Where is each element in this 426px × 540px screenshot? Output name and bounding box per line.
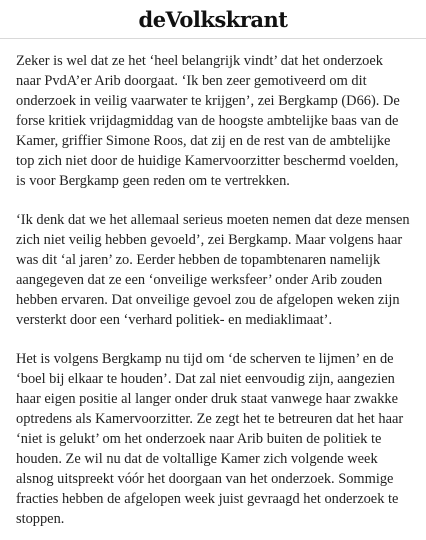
- article-paragraph-1: Zeker is wel dat ze het ‘heel belangrijk vindt’ dat het onderzoek naar PvdA’er Arib doorgaat. ‘Ik ben zeer gemotiveerd om dit onderzoek in veilig vaarwater te krijgen’, zei Bergkamp (D66). De forse kritiek vrijdagmiddag van de hoogste ambtelijke baas van de Kamer, griffier Simone Roos, dat zij en de rest van de ambtelijke top zich niet door de huidige Kamervoorzitter beschermd voelden, is voor Bergkamp geen reden om te vertrekken.: [16, 53, 400, 189]
- article-body: [0, 39, 426, 529]
- article-paragraph-2: ‘Ik denk dat we het allemaal serieus moeten nemen dat deze mensen zich niet veilig hebben gevoeld’, zei Bergkamp. Maar volgens haar was dit ‘al jaren’ zo. Eerder hebben de topambtenaren namelijk aangegeven dat ze een ‘onveilige werksfeer’ onder Arib zouden hebben ervaren. Dat onveilige gevoel zou de afgelopen weken zijn versterkt door een ‘verhard politiek- en mediaklimaat’.: [16, 212, 410, 328]
- masthead: [0, 0, 426, 39]
- article-paragraph-3: Het is volgens Bergkamp nu tijd om ‘de scherven te lijmen’ en de ‘boel bij elkaar te houden’. Dat zal niet eenvoudig zijn, aangezien haar eigen positie al langer onder druk staat vanwege haar zwakke optredens als Kamervoorzitter. Ze zegt het te betreuren dat het haar ‘niet is gelukt’ om het onderzoek naar Arib buiten de politiek te houden. Ze wil nu dat de voltallige Kamer zich volgende week alsnog uitspreekt vóór het doorgaan van het onderzoek. Sommige fracties hebben de afgelopen week juist gevraagd het onderzoek te stoppen.: [16, 351, 404, 527]
- volkskrant-logo[interactable]: deVolkskrant: [138, 6, 288, 32]
